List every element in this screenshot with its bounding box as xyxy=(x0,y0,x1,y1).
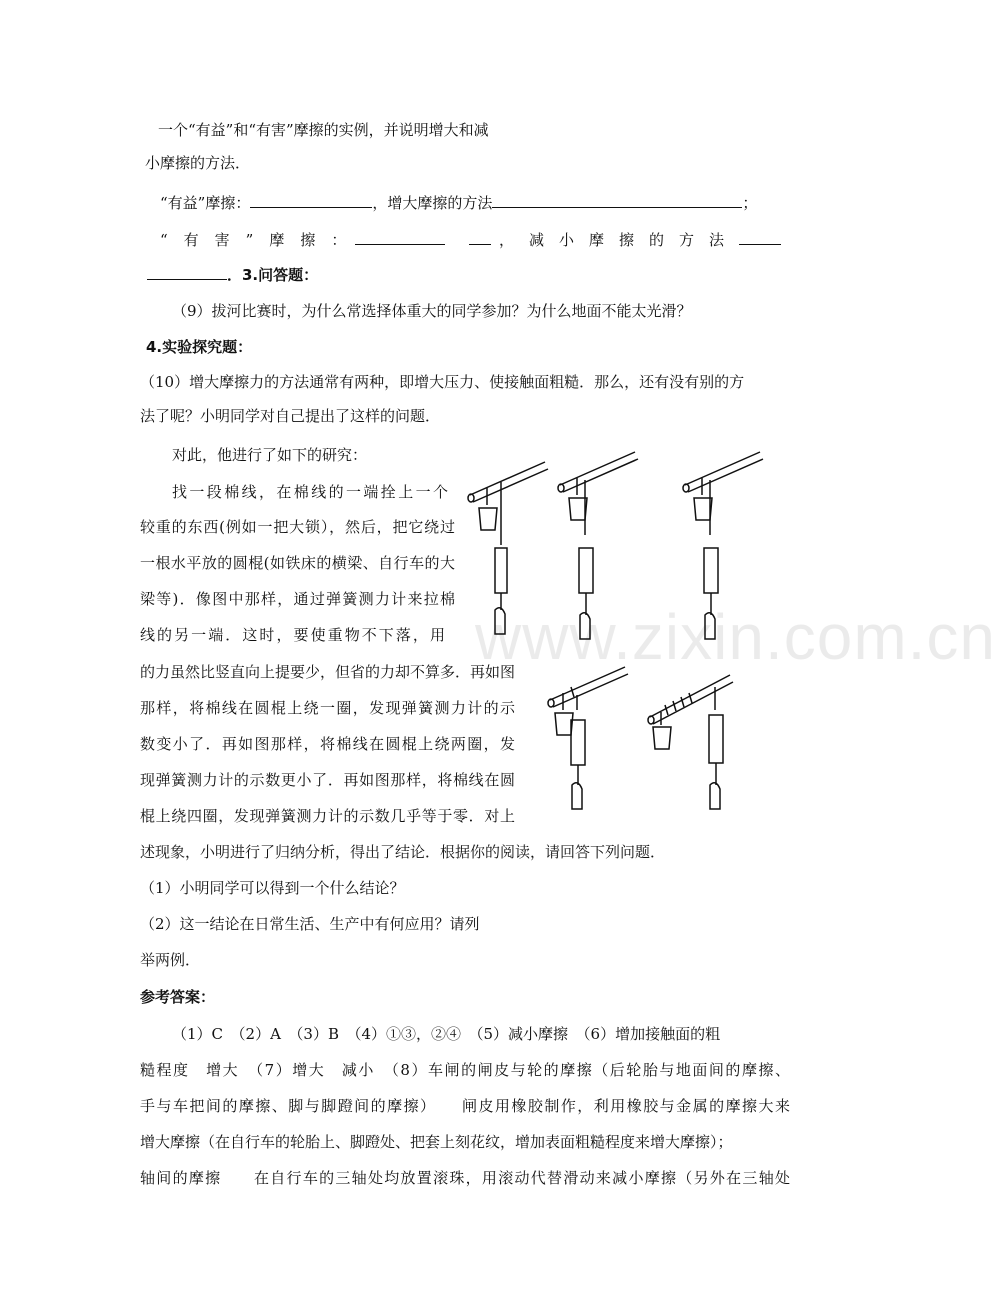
answer-line: 轴间的摩擦 在自行车的三轴处均放置滚珠，用滚动代替滑动来减小摩擦（另外在三轴处 xyxy=(140,1169,790,1187)
text-line: 法了呢？小明同学对自己提出了这样的问题． xyxy=(140,407,441,425)
answer-line: （1）C （2）A （3）B （4）①③，②④ （5）减小摩擦 （6）增加接触面的粗 xyxy=(172,1025,721,1043)
answer-line: 手与车把间的摩擦、脚与脚蹬间的摩擦） 闸皮用橡胶制作，利用橡胶与金属的摩擦大来 xyxy=(140,1097,790,1115)
text-line xyxy=(147,265,318,285)
figure-panel-1 xyxy=(468,462,548,634)
text-line: 一个“有益”和“有害”摩擦的实例，并说明增大和减 xyxy=(158,121,489,139)
label: ； xyxy=(742,194,758,212)
text-line: 的力虽然比竖直向上提要少，但省的力却不算多．再如图 xyxy=(140,663,516,681)
question-1: （1）小明同学可以得到一个什么结论？ xyxy=(140,879,405,897)
text-line: （10）增大摩擦力的方法通常有两种，即增大压力、使接触面粗糙．那么，还有没有别的方 xyxy=(140,373,745,391)
text-line: 梁等)．像图中那样，通过弹簧测力计来拉棉 xyxy=(140,590,455,608)
text-line: 那样，将棉线在圆棍上绕一圈，发现弹簧测力计的示 xyxy=(140,699,515,717)
answers-heading: 参考答案： xyxy=(140,988,216,1006)
figure-panel-4 xyxy=(548,667,628,809)
answer-blank[interactable] xyxy=(147,265,227,280)
beneficial-friction-line xyxy=(160,193,780,213)
text-line: 找一段棉线，在棉线的一端拴上一个 xyxy=(172,483,448,501)
answer-blank[interactable] xyxy=(355,230,445,245)
text-line: 现弹簧测力计的示数更小了．再如图那样，将棉线在圆 xyxy=(140,771,515,789)
text-line: 线的另一端．这时，要使重物不下落，用 xyxy=(140,626,445,644)
section-heading: ．3.问答题： xyxy=(227,266,319,284)
question-9: （9）拔河比赛时，为什么常选择体重大的同学参加？为什么地面不能太光滑？ xyxy=(172,302,692,320)
answer-blank[interactable] xyxy=(250,193,372,208)
figure-panel-3 xyxy=(683,452,763,639)
text-line: 数变小了．再如图那样，将棉线在圆棍上绕两圈，发 xyxy=(140,735,515,753)
figure-panel-5 xyxy=(648,675,733,809)
harmful-friction-line xyxy=(160,230,782,250)
label: “有害”摩擦： xyxy=(160,231,363,249)
text-line: 棍上绕四圈，发现弹簧测力计的示数几乎等于零．对上 xyxy=(140,807,515,825)
experiment-figure xyxy=(455,460,805,810)
figure-panel-2 xyxy=(558,452,638,639)
section-heading: 4.实验探究题： xyxy=(146,338,253,356)
watermark: www.zixin.com.cn xyxy=(475,601,996,673)
text-line: 对此，他进行了如下的研究： xyxy=(172,446,368,464)
text-line: 小摩擦的方法． xyxy=(145,154,251,172)
text-line: 一根水平放的圆棍(如铁床的横梁、自行车的大 xyxy=(140,554,455,572)
label: “有益”摩擦： xyxy=(160,194,251,212)
answer-blank[interactable] xyxy=(492,193,742,208)
answer-line: 糙程度 增大 （7）增大 减小 （8）车闸的闸皮与轮的摩擦（后轮胎与地面间的摩擦、 xyxy=(140,1061,790,1079)
text-line: 举两例． xyxy=(140,951,201,969)
answer-line: 增大摩擦（在自行车的轮胎上、脚蹬处、把套上刻花纹，增加表面粗糙程度来增大摩擦）； xyxy=(140,1133,733,1151)
label: ，增大摩擦的方法 xyxy=(372,194,493,212)
answer-blank[interactable] xyxy=(739,230,781,245)
text-line: 较重的东西(例如一把大锁），然后，把它绕过 xyxy=(140,518,455,536)
question-2: （2）这一结论在日常生活、生产中有何应用？请列 xyxy=(140,915,480,933)
text-line: 述现象，小明进行了归纳分析，得出了结论．根据你的阅读，请回答下列问题． xyxy=(140,843,666,861)
answer-blank[interactable] xyxy=(469,230,491,245)
label: ，减小摩擦的方法 xyxy=(499,231,740,249)
